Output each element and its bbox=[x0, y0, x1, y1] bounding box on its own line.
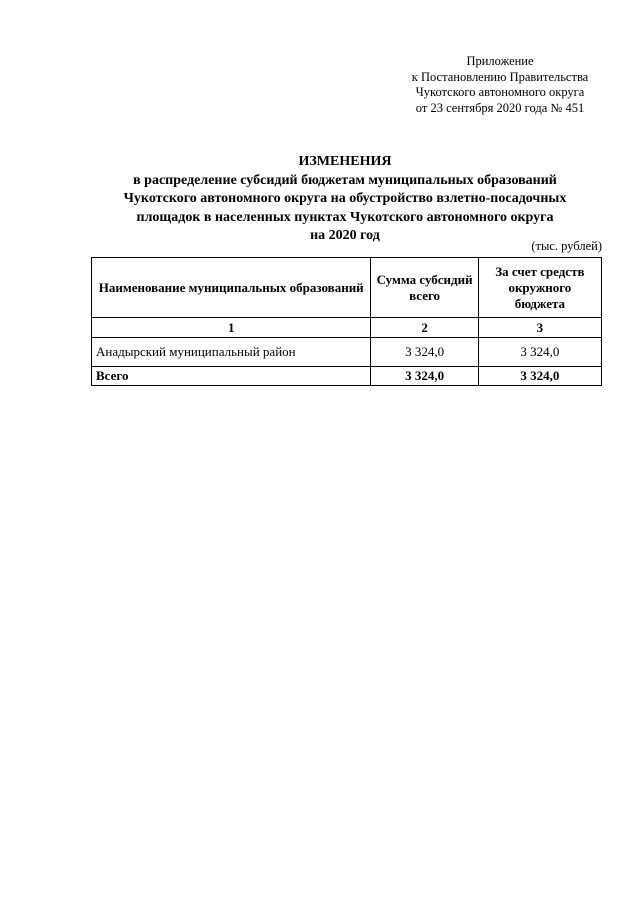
header-regional: За счет средств окружного бюджета bbox=[478, 258, 601, 318]
annex-line: Чукотского автономного округа bbox=[415, 85, 585, 99]
total-regional: 3 324,0 bbox=[478, 367, 601, 386]
title-line: Чукотского автономного округа на обустройство взлетно-посадочных bbox=[123, 191, 567, 206]
annex-line: от 23 сентября 2020 года № 451 bbox=[415, 100, 585, 115]
column-number: 1 bbox=[92, 318, 371, 338]
title-line: в распределение субсидий бюджетам муниципальных образований bbox=[133, 172, 557, 188]
table-row bbox=[92, 338, 602, 367]
document-title bbox=[80, 153, 610, 246]
units-note: (тыс. рублей) bbox=[531, 239, 602, 253]
annex-line: Приложение bbox=[466, 54, 534, 68]
table-header-row bbox=[92, 258, 602, 318]
header-name: Наименование муниципальных образований bbox=[92, 258, 371, 318]
total-row bbox=[92, 367, 602, 386]
subsidy-table bbox=[91, 257, 602, 386]
subsidy-total: 3 324,0 bbox=[371, 338, 478, 367]
title-line: площадок в населенных пунктах Чукотского автономного округа bbox=[136, 209, 554, 225]
column-number: 2 bbox=[371, 318, 478, 338]
total-sum: 3 324,0 bbox=[371, 367, 478, 386]
municipality-name: Анадырский муниципальный район bbox=[92, 338, 371, 367]
subsidy-regional: 3 324,0 bbox=[478, 338, 601, 367]
annex-line: к Постановлению Правительства bbox=[411, 69, 589, 84]
title-line: на 2020 год bbox=[310, 228, 380, 243]
column-number: 3 bbox=[478, 318, 601, 338]
column-numbering-row bbox=[92, 318, 602, 338]
total-label: Всего bbox=[92, 367, 371, 386]
title-line: ИЗМЕНЕНИЯ bbox=[298, 154, 392, 169]
header-total: Сумма субсидий всего bbox=[371, 258, 478, 318]
annex-block bbox=[400, 54, 600, 116]
